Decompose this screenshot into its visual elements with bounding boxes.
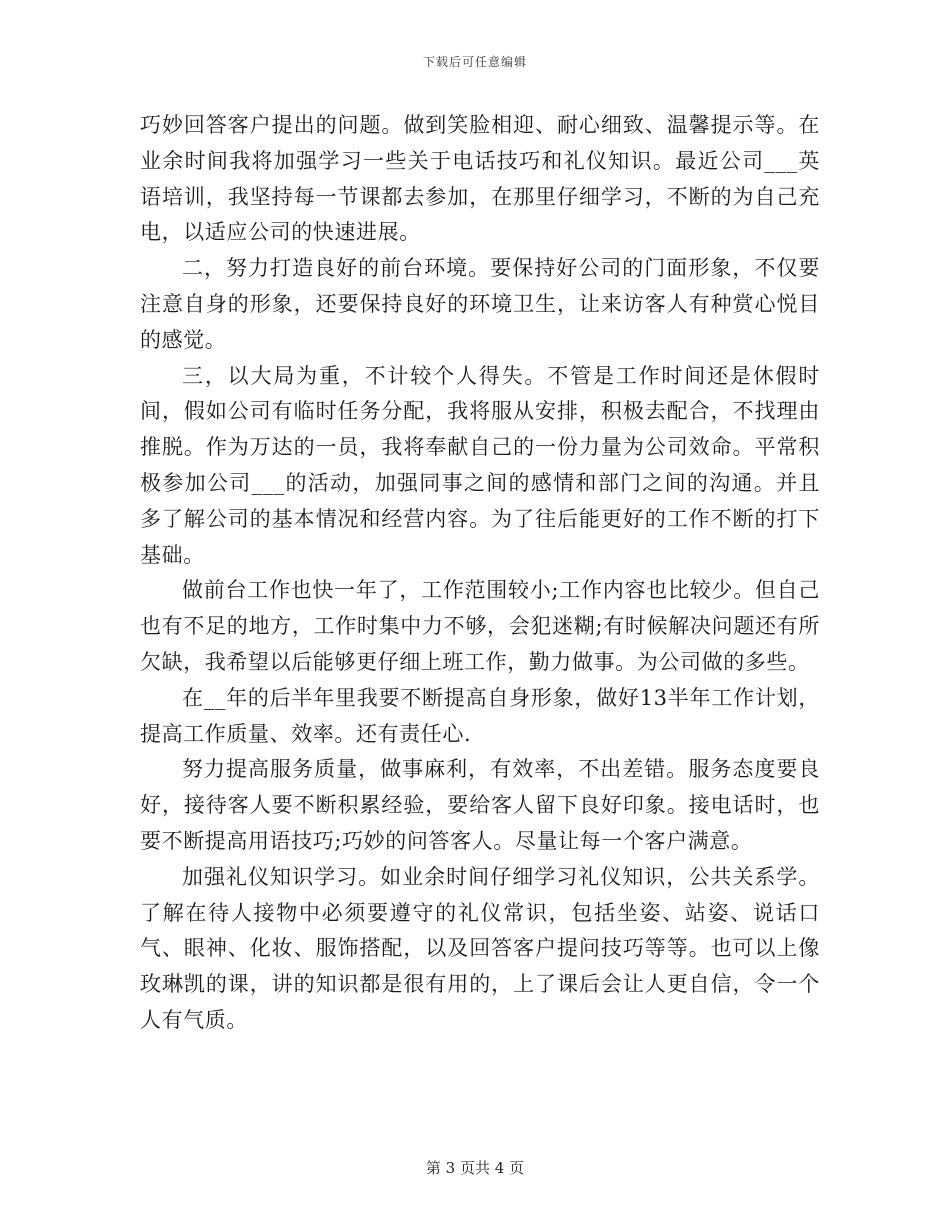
paragraph-1: 巧妙回答客户提出的问题。做到笑脸相迎、耐心细致、温馨提示等。在业余时间我将加强学习一些关于电话技巧和礼仪知识。最近公司___英语培训，我坚持每一节课都去参加，在那里仔细学习，不断的为自己充电，以适应公司的快速进展。	[140, 113, 820, 245]
paragraph-2: 二，努力打造良好的前台环境。要保持好公司的门面形象，不仅要注意自身的形象，还要保持良好的环境卫生，让来访客人有种赏心悦目的感觉。	[140, 256, 820, 352]
paragraph-7: 加强礼仪知识学习。如业余时间仔细学习礼仪知识，公共关系学。了解在待人接物中必须要遵守的礼仪常识，包括坐姿、站姿、说话口气、眼神、化妆、服饰搭配，以及回答客户提问技巧等等。也可以上像玫琳凯的课，讲的知识都是很有用的，上了课后会让人更自信，令一个人有气质。	[140, 864, 820, 1032]
page-header: 下载后可任意编辑	[422, 55, 527, 69]
paragraph-4: 做前台工作也快一年了，工作范围较小;工作内容也比较少。但自己也有不足的地方，工作时集中力不够，会犯迷糊;有时候解决问题还有所欠缺，我希望以后能够更仔细上班工作，勤力做事。为公司做的多些。	[140, 578, 820, 674]
paragraph-3: 三，以大局为重，不计较个人得失。不管是工作时间还是休假时间，假如公司有临时任务分配，我将服从安排，积极去配合，不找理由推脱。作为万达的一员，我将奉献自己的一份力量为公司效命。平常积极参加公司___的活动，加强同事之间的感情和部门之间的沟通。并且多了解公司的基本情况和经营内容。为了往后能更好的工作不断的打下基础。	[140, 363, 820, 567]
paragraph-5: 在__年的后半年里我要不断提高自身形象，做好13半年工作计划，提高工作质量、效率。还有责任心.	[140, 685, 820, 746]
page-footer: 第 3 页共 4 页	[425, 1159, 525, 1177]
paragraph-6: 努力提高服务质量，做事麻利，有效率，不出差错。服务态度要良好，接待客人要不断积累经验，要给客人留下良好印象。接电话时，也要不断提高用语技巧;巧妙的问答客人。尽量让每一个客户满意。	[140, 757, 820, 853]
document-body	[140, 108, 820, 1039]
